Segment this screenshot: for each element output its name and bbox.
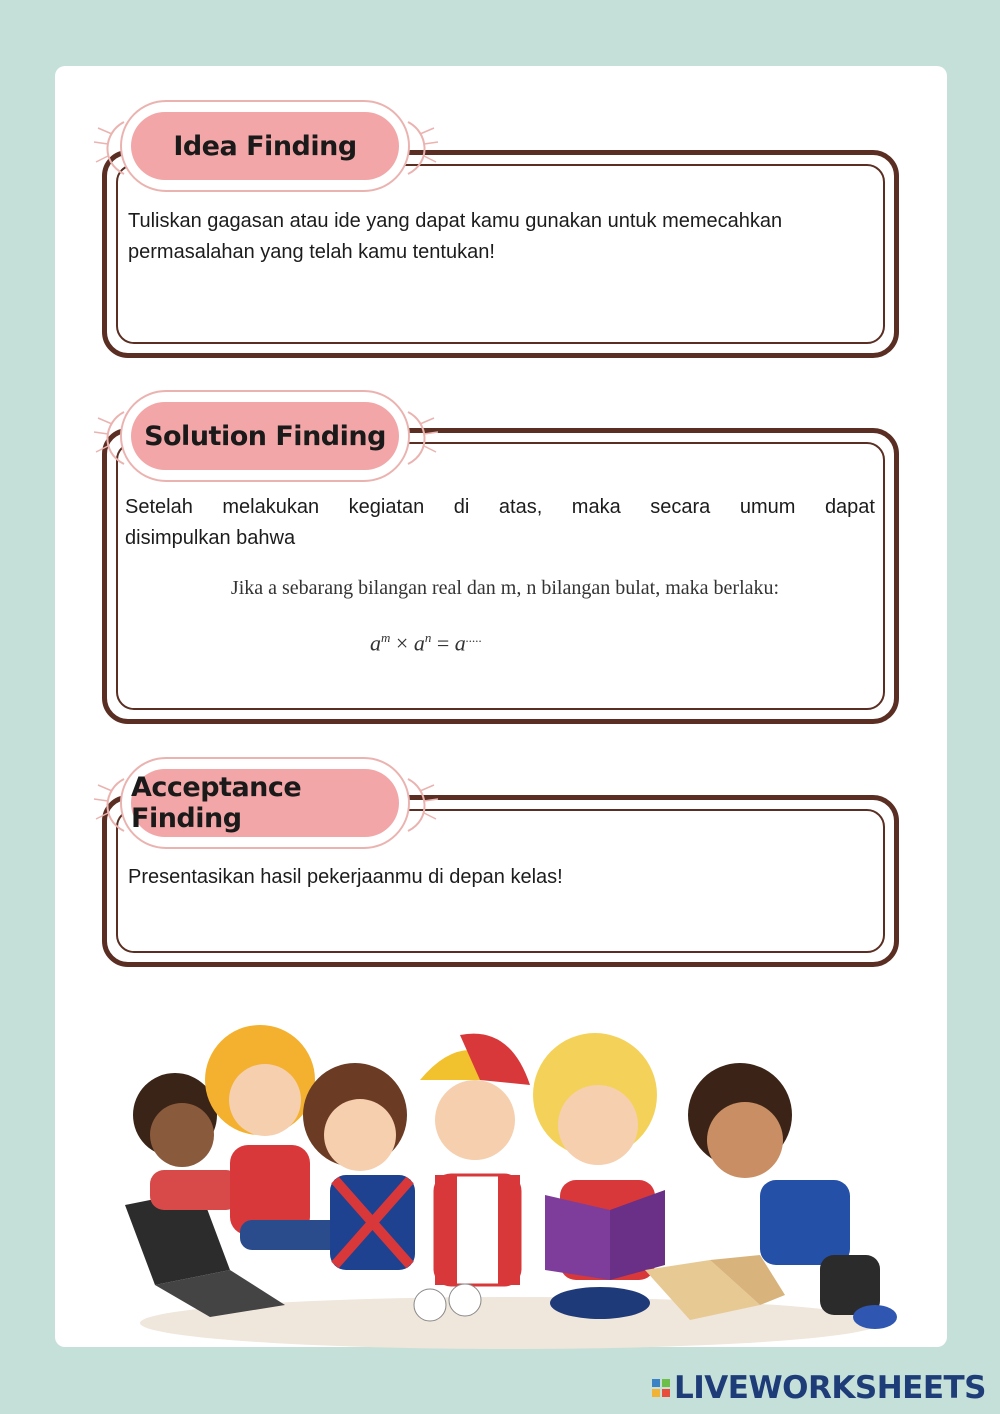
solution-finding-tag (90, 388, 440, 488)
formula-base: a (454, 630, 466, 656)
formula-answer-blank[interactable]: ..... (465, 630, 482, 645)
brand-text: LIVEWORKSHEETS (674, 1370, 986, 1406)
formula-operator: = (436, 630, 450, 656)
formula-base: a (370, 630, 381, 656)
kids-reading-illustration (120, 1005, 900, 1355)
idea-finding-tag (90, 98, 440, 198)
math-statement: Jika a sebarang bilangan real dan m, n bilangan bulat, maka berlaku: (230, 577, 780, 599)
ornament-right-icon (402, 402, 442, 472)
formula-operator: × (395, 630, 409, 656)
logo-blocks-icon (652, 1379, 670, 1397)
ornament-right-icon (402, 769, 442, 839)
acceptance-finding-text: Presentasikan hasil pekerjaanmu di depan kelas! (128, 866, 563, 888)
liveworksheets-logo (652, 1370, 986, 1406)
section-title: Solution Finding (144, 420, 386, 452)
section-title: Idea Finding (173, 130, 357, 162)
solution-finding-text-line2: disimpulkan bahwa (125, 527, 296, 549)
formula-base: a (413, 630, 425, 656)
acceptance-finding-tag (90, 755, 440, 855)
formula-exponent: n (424, 630, 432, 645)
formula-exponent: m (381, 630, 391, 645)
solution-finding-text-line1: Setelah melakukan kegiatan di atas, maka secara umum dapat (125, 496, 875, 518)
exponent-formula (370, 630, 482, 656)
idea-finding-text: Tuliskan gagasan atau ide yang dapat kamu gunakan untuk memecahkan permasalahan yang telah kamu tentukan! (128, 210, 783, 263)
section-title: Acceptance Finding (131, 772, 302, 834)
ornament-right-icon (402, 112, 442, 182)
